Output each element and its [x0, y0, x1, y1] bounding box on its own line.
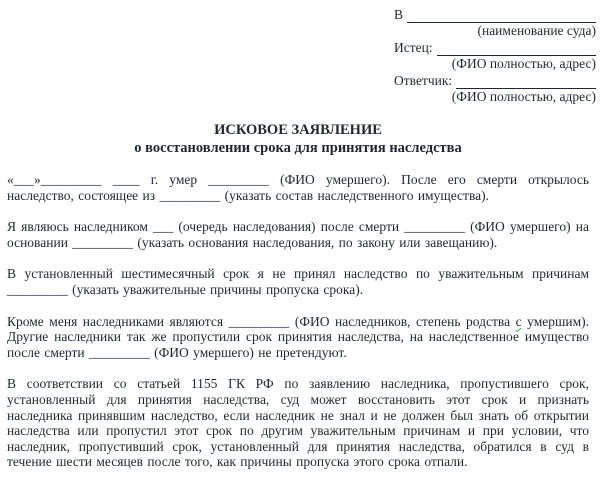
paragraph-missed-term-reasons: В установленный шестимесячный срок я не принял наследство по уважительным причинам _________ (указать уважительные причины пропуска срока). — [7, 266, 589, 297]
court-label: В — [394, 7, 404, 22]
other-heirs-text-before: Кроме меня наследниками являются _________ (ФИО наследников, степень родства — [7, 313, 516, 329]
defendant-caption: (ФИО полностью, адрес) — [451, 89, 596, 104]
document-body — [7, 121, 589, 470]
defendant-label: Ответчик: — [394, 73, 453, 88]
plaintiff-caption: (ФИО полностью, адрес) — [451, 56, 596, 71]
title-line-1: ИСКОВОЕ ЗАЯВЛЕНИЕ — [214, 122, 382, 138]
document-title — [7, 121, 589, 157]
plaintiff-blank-line — [437, 41, 596, 56]
title-line-2: о восстановлении срока для принятия наследства — [134, 140, 462, 156]
plaintiff-line — [394, 40, 596, 56]
grammar-marked-word: с — [515, 313, 522, 329]
court-line — [394, 7, 596, 23]
paragraph-other-heirs — [7, 314, 589, 361]
defendant-line — [394, 73, 596, 89]
paragraph-article-1155: В соответствии со статьей 1155 ГК РФ по заявлению наследника, пропустившего срок, установленный для принятия наследства, суд может восстановить этот срок и признать наследника принявшим наследство, если наследник не знал и не должен был знать об открытии наследства или пропустил этот срок по другим уважительным причинам и при условии, что наследник, пропустивший срок, установленный для принятия наследства, обратился в суд в течение шести месяцев после того, как причины пропуска этого срока отпали. — [7, 376, 589, 470]
other-heirs-text-after: умершим). Другие наследники так же пропустили срок принятия наследства, на наследственное имущество после смерти _________ (ФИО умершего) не претендуют. — [7, 313, 590, 360]
court-header-block — [394, 7, 596, 106]
paragraph-death-and-estate: «___»_________ ____ г. умер _________ (ФИО умершего). После его смерти открылось наследство, состоящее из _________ (указать состав наследственного имущества). — [7, 172, 589, 203]
defendant-blank-line — [456, 74, 596, 89]
court-blank-line — [407, 8, 596, 23]
plaintiff-label: Истец: — [394, 40, 433, 55]
paragraph-heir-basis: Я являюсь наследником ___ (очередь наследования) после смерти _________ (ФИО умершего) на основании _________ (указать основания наследования, по закону или завещанию). — [7, 219, 589, 250]
court-caption: (наименование суда) — [477, 23, 596, 38]
